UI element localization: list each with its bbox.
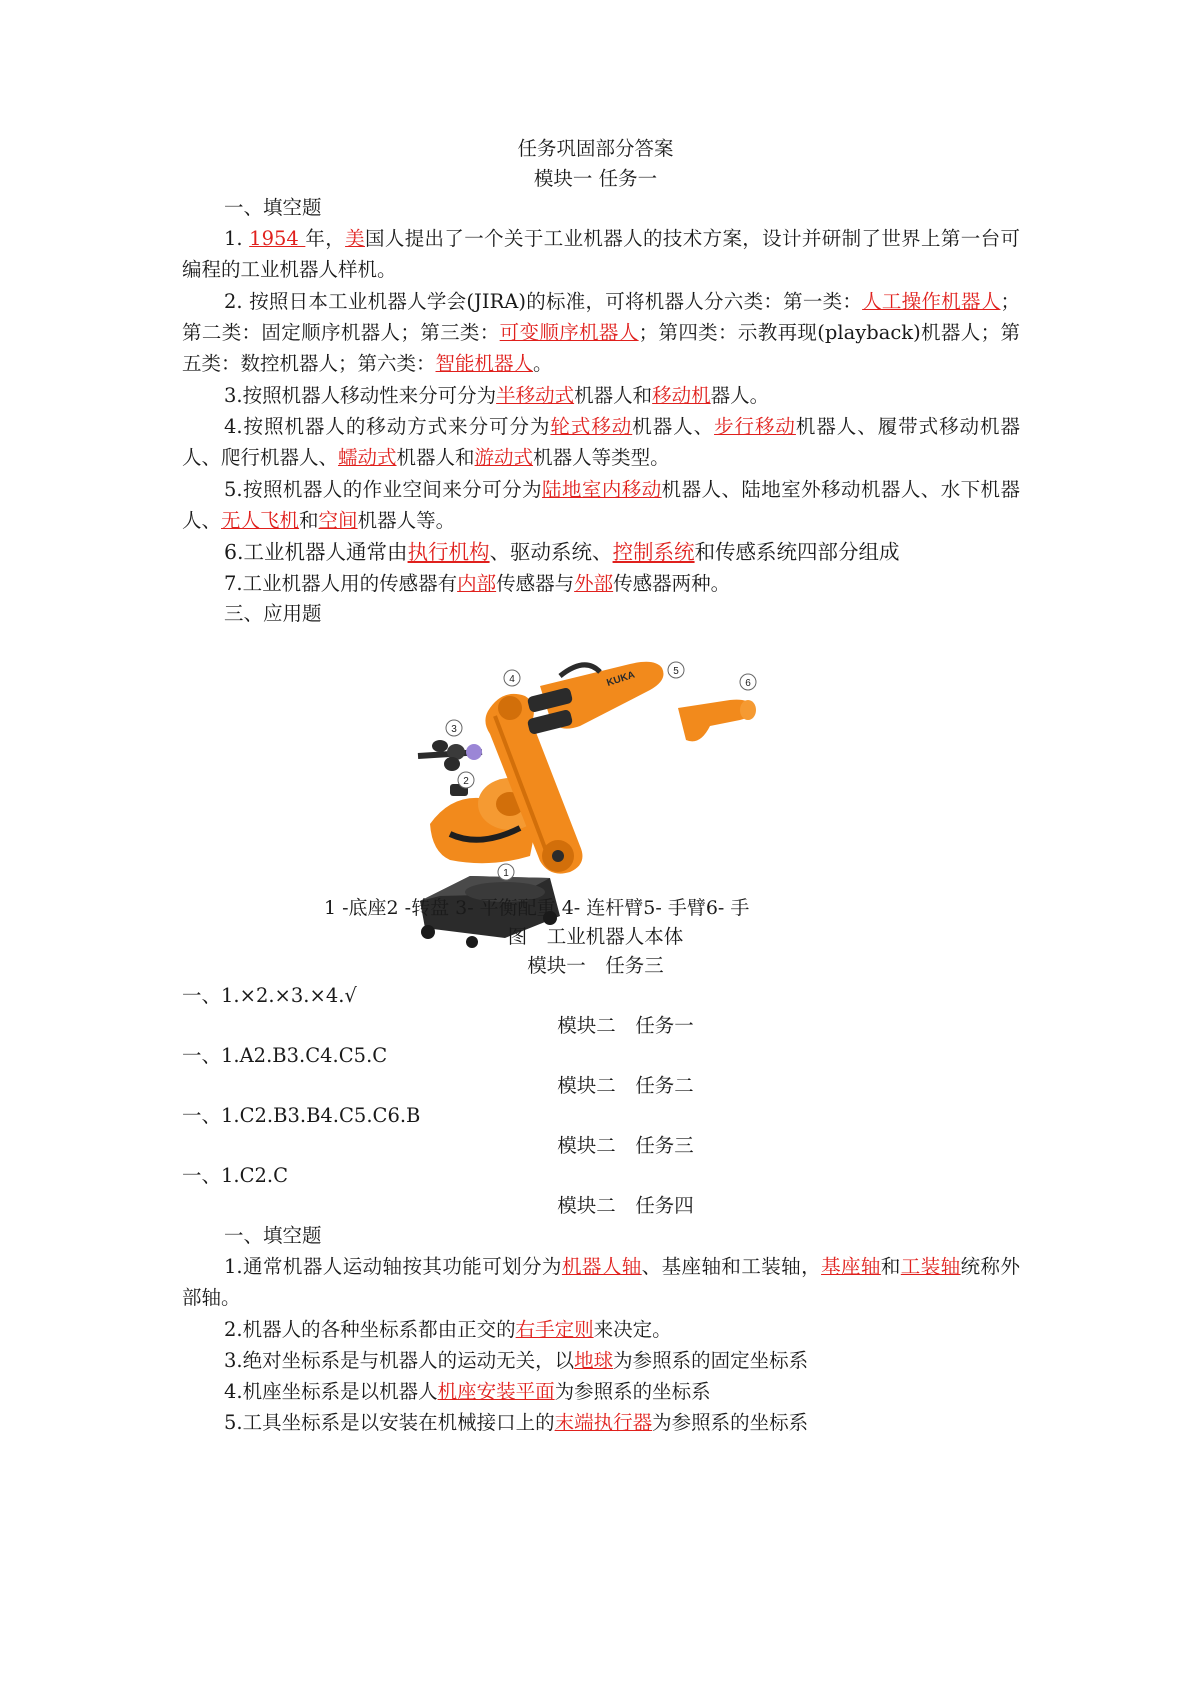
m1t1-q4: 4.按照机器人的移动方式来分可分为轮式移动机器人、步行移动机器人、履带式移动机器人、爬行机器人、蠕动式机器人和游动式机器人等类型。 bbox=[182, 415, 1020, 470]
m2t4-q3: 3.绝对坐标系是与机器人的运动无关，以地球为参照系的固定坐标系 bbox=[224, 1349, 809, 1372]
figure-caption-title: 图 工业机器人本体 bbox=[507, 925, 684, 948]
part-label-1: 1 bbox=[503, 868, 509, 879]
answer-blank: 1954 bbox=[249, 227, 306, 250]
m1t1-q3: 3.按照机器人移动性来分可分为半移动式机器人和移动机器人。 bbox=[224, 384, 770, 407]
robot-arm bbox=[527, 662, 664, 735]
answer-blank: 外部 bbox=[574, 572, 614, 595]
answer-blank: 内部 bbox=[457, 572, 497, 595]
m1t1-section-fill: 一、填空题 bbox=[224, 196, 322, 219]
m1t3-answers: 一、1.×2.×3.×4.√ bbox=[182, 984, 357, 1007]
answer-blank: 移动机 bbox=[652, 384, 711, 407]
m2t2-answers: 一、1.C2.B3.B4.C5.C6.B bbox=[182, 1104, 421, 1127]
answer-blank: 陆地室内移动 bbox=[542, 478, 662, 501]
answer-blank: 控制系统 bbox=[612, 540, 695, 564]
robot-counterbalance bbox=[418, 740, 482, 771]
answer-blank: 地球 bbox=[574, 1349, 614, 1372]
answer-blank: 无人飞机 bbox=[221, 509, 300, 533]
m1t1-section-app: 三、应用题 bbox=[224, 602, 322, 625]
answer-blank: 执行机构 bbox=[407, 540, 490, 564]
m1t1-q2: 2. 按照日本工业机器人学会(JIRA)的标准，可将机器人分六类：第一类：人工操作机器人；第二类：固定顺序机器人；第三类：可变顺序机器人；第四类：示教再现(playback)机器人；第五类：数控机器人；第六类：智能机器人。 bbox=[182, 290, 1020, 376]
answer-blank: 可变顺序机器人 bbox=[499, 321, 639, 345]
answer-blank: 蠕动式 bbox=[338, 446, 397, 470]
part-label-2: 2 bbox=[463, 776, 469, 787]
answer-blank: 人工操作机器人 bbox=[862, 290, 1001, 313]
part-label-5: 5 bbox=[673, 666, 679, 677]
part-label-6: 6 bbox=[745, 678, 751, 689]
m2t4-q2: 2.机器人的各种坐标系都由正交的右手定则来决定。 bbox=[224, 1318, 672, 1341]
answer-blank: 轮式移动 bbox=[550, 415, 633, 438]
m2t3-heading: 模块二 任务三 bbox=[557, 1134, 694, 1157]
m1t1-q7: 7.工业机器人用的传感器有内部传感器与外部传感器两种。 bbox=[224, 572, 731, 595]
robot-hand bbox=[678, 700, 756, 742]
m1t1-q6: 6.工业机器人通常由执行机构、驱动系统、控制系统和传感系统四部分组成 bbox=[224, 540, 900, 564]
doc-title: 任务巩固部分答案 bbox=[517, 137, 674, 160]
answer-blank: 智能机器人 bbox=[435, 352, 534, 376]
answer-blank: 空间 bbox=[318, 509, 358, 533]
m1t3-heading: 模块一 任务三 bbox=[527, 954, 664, 977]
answer-blank: 游动式 bbox=[474, 446, 534, 470]
figure-caption-parts: 1 -底座2 -转盘 3- 平衡配重 4- 连杆臂5- 手臂6- 手 bbox=[324, 897, 750, 919]
answer-blank: 末端执行器 bbox=[554, 1411, 653, 1434]
m1t1-heading: 模块一 任务一 bbox=[533, 167, 658, 190]
answer-blank: 工装轴 bbox=[900, 1255, 961, 1278]
robot-brand-logo: KUKA bbox=[605, 669, 637, 689]
part-label-3: 3 bbox=[451, 724, 457, 735]
answer-blank: 步行移动 bbox=[714, 415, 796, 438]
m2t1-answers: 一、1.A2.B3.C4.C5.C bbox=[182, 1044, 388, 1067]
m2t2-heading: 模块二 任务二 bbox=[557, 1074, 694, 1097]
answer-blank: 机座安装平面 bbox=[437, 1380, 555, 1403]
answer-blank: 机器人轴 bbox=[561, 1255, 642, 1278]
m2t4-q4: 4.机座坐标系是以机器人机座安装平面为参照系的坐标系 bbox=[224, 1380, 711, 1403]
m2t4-q5: 5.工具坐标系是以安装在机械接口上的末端执行器为参照系的坐标系 bbox=[224, 1411, 809, 1434]
answer-blank: 右手定则 bbox=[515, 1318, 594, 1341]
answer-blank: 基座轴 bbox=[821, 1255, 881, 1278]
m2t3-answers: 一、1.C2.C bbox=[182, 1164, 289, 1187]
m1t1-q1: 1. 1954 年，美国人提出了一个关于工业机器人的技术方案，设计并研制了世界上第一台可编程的工业机器人样机。 bbox=[182, 227, 1020, 282]
answer-blank: 半移动式 bbox=[496, 384, 575, 407]
answer-blank: 美 bbox=[345, 227, 365, 250]
m2t4-heading: 模块二 任务四 bbox=[557, 1194, 694, 1217]
part-label-4: 4 bbox=[509, 674, 515, 685]
m2t1-heading: 模块二 任务一 bbox=[557, 1014, 694, 1037]
m1t1-q5: 5.按照机器人的作业空间来分可分为陆地室内移动机器人、陆地室外移动机器人、水下机器人、无人飞机和空间机器人等。 bbox=[182, 478, 1020, 533]
m2t4-section-fill: 一、填空题 bbox=[224, 1224, 322, 1247]
m2t4-q1: 1.通常机器人运动轴按其功能可划分为机器人轴、基座轴和工装轴，基座轴和工装轴统称外部轴。 bbox=[182, 1255, 1020, 1310]
